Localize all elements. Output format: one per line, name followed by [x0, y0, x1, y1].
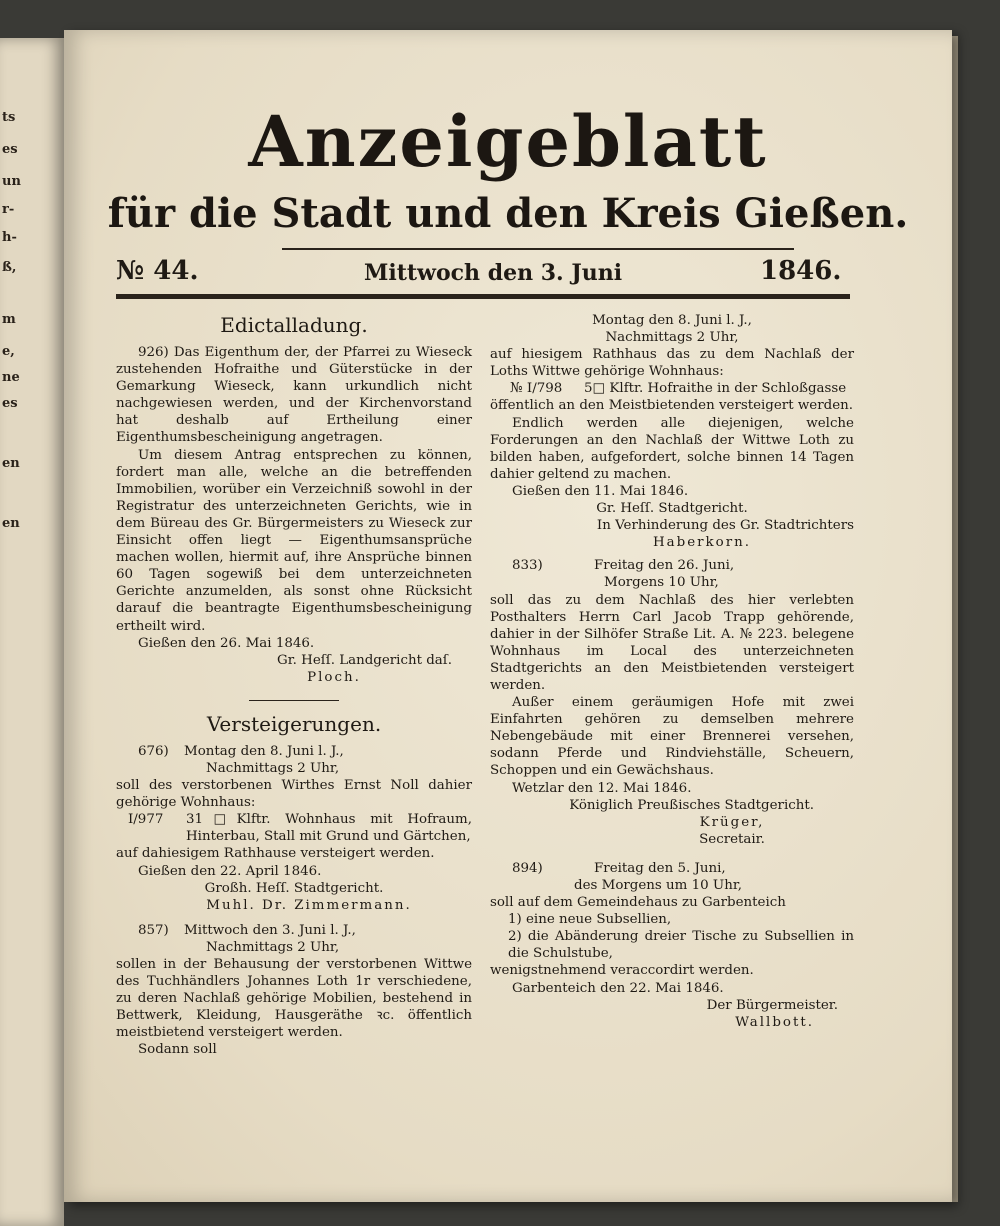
masthead-rule [282, 248, 794, 250]
notice-signature: Haberkorn. [652, 535, 752, 551]
section-separator [249, 700, 339, 701]
notice-text: sollen in der Behausung der verstorbenen Wittwe des Tuchhändlers Johannes Loth 1r verschiedene, zu deren Nachlaß gehörige Mobilien, bestehend in Bettwerk, Kleidung, Hausgeräthe ꝛc. öffentlich meistbietend versteigert werden. [116, 957, 472, 1041]
left-column [116, 312, 472, 1059]
notice-paragraph [116, 344, 472, 447]
notice-header [116, 922, 472, 939]
notice-date: Freitag den 26. Juni, [594, 558, 735, 574]
right-column [490, 312, 854, 1031]
notice-signature: Ploch. [307, 669, 361, 685]
notice-text: öffentlich an den Meistbietenden versteigert werden. [490, 398, 853, 414]
left-text-fragment: es [2, 142, 18, 157]
notice-authority: Großh. Heſſ. Stadtgericht. [204, 880, 384, 896]
section-heading-edictalladung: Edictalladung. [220, 313, 368, 337]
lot-description: 5□ Klftr. Hofraithe in der Schloßgasse [584, 381, 847, 397]
property-lot [490, 380, 854, 397]
left-text-fragment: ne [2, 370, 20, 385]
notice-time: Morgens 10 Uhr, [604, 575, 719, 591]
notice-number: 833) [512, 558, 543, 574]
notice-place-date: Gießen den 22. April 1846. [138, 863, 322, 879]
left-text-fragment: es [2, 396, 18, 411]
notice-date: Montag den 8. Juni l. J., [592, 313, 752, 328]
notice-text: Sodann soll [138, 1042, 217, 1058]
notice-number: 857) [138, 922, 169, 938]
notice-date: Mittwoch den 3. Juni l. J., [184, 922, 356, 938]
notice-signature-title: Secretair. [699, 831, 765, 847]
notice-time: Nachmittags 2 Uhr, [206, 760, 340, 776]
left-text-fragment: h- [2, 230, 17, 245]
notice-paragraph: Um diesem Antrag entsprechen zu können, fordert man alle, welche an die betreffenden Immobilien, worüber ein Verzeichniß sowohl in der Registratur des unterzeichneten Gerichts, wie in dem Büreau des Gr. Bürgermeisters zu Wieseck zur Einsicht offen liegt — Eigenthumsansprüche machen wollen, hiermit auf, ihre Ansprüche binnen 60 Tagen sogewiß bei dem unterzeichneten Gerichte anzumelden, als sonst ohne Rücksicht darauf die beantragte Eigenthumsbescheinigung ertheilt wird. [116, 447, 472, 634]
left-text-fragment: en [2, 456, 20, 471]
notice-place-date: Gießen den 26. Mai 1846. [138, 635, 315, 651]
notice-authority: Gr. Heſſ. Stadtgericht. [596, 501, 748, 517]
notice-text: wenigstnehmend veraccordirt werden. [490, 963, 754, 979]
notice-time: Nachmittags 2 Uhr, [206, 939, 340, 955]
notice-number: 894) [512, 860, 543, 876]
property-lot [116, 811, 472, 845]
notice-place-date: Wetzlar den 12. Mai 1846. [512, 780, 692, 796]
notice-header [116, 743, 472, 760]
left-text-fragment: r- [2, 202, 15, 217]
left-page-fragment [0, 38, 64, 1226]
notice-number: 676) [138, 743, 169, 759]
notice-place-date: Gießen den 11. Mai 1846. [512, 483, 689, 499]
notice-place-date: Garbenteich den 22. Mai 1846. [512, 980, 724, 996]
notice-text: soll das zu dem Nachlaß des hier verlebten Posthalters Herrn Carl Jacob Trapp gehörende, dahier in der Silhöfer Straße Lit. A. № 223. belegene Wohnhaus im Local des unterzeichneten Stadtgerichts an den Meistbietenden versteigert werden. [490, 592, 854, 693]
notice-text: soll des verstorbenen Wirthes Ernst Noll dahier gehörige Wohnhaus: [116, 778, 472, 811]
left-text-fragment: m [2, 312, 16, 327]
list-item: 1) eine neue Subsellien, [508, 912, 672, 928]
left-text-fragment: ts [2, 110, 16, 125]
notice-text: auf hiesigem Rathhaus das zu dem Nachlaß der Loths Wittwe gehörige Wohnhaus: [490, 347, 854, 380]
lot-number: I/977 [128, 812, 164, 828]
masthead-subtitle: für die Stadt und den Kreis Gießen. [107, 190, 909, 237]
notice-text: soll auf dem Gemeindehaus zu Garbenteich [490, 895, 786, 911]
issue-year: 1846. [760, 256, 842, 286]
left-text-fragment: e, [2, 344, 15, 359]
notice-authority: Gr. Heſſ. Landgericht daſ. [277, 652, 452, 668]
notice-date: Freitag den 5. Juni, [594, 860, 726, 876]
issue-number: № 44. [116, 256, 199, 286]
masthead-title: Anzeigeblatt [248, 100, 768, 183]
notice-text: auf dahiesigem Rathhause versteigert werden. [116, 846, 435, 862]
notice-authority: Königlich Preußisches Stadtgericht. [569, 797, 814, 813]
notice-header [490, 860, 854, 877]
notice-header [490, 557, 854, 574]
notice-time: Nachmittags 2 Uhr, [605, 330, 739, 346]
left-text-fragment: en [2, 516, 20, 531]
left-text-fragment: ß, [2, 260, 17, 275]
newspaper-page [64, 30, 952, 1202]
left-text-fragment: un [2, 174, 21, 189]
notice-signature: Muhl. Dr. Zimmermann. [206, 897, 412, 913]
section-heading-versteigerungen: Versteigerungen. [206, 711, 382, 736]
masthead-thick-rule [116, 294, 850, 299]
notice-signature: Krüger, [699, 814, 765, 830]
notice-time: des Morgens um 10 Uhr, [574, 878, 743, 893]
notice-date: Montag den 8. Juni l. J., [184, 743, 344, 759]
list-item: 2) die Abänderung dreier Tische zu Subsellien in die Schulstube, [508, 929, 854, 962]
lot-number: № I/798 [510, 381, 563, 397]
notice-number: 926) [138, 345, 169, 360]
notice-text: Das Eigenthum der, der Pfarrei zu Wieseck zustehenden Hofraithe und Güterstücke in der Gemarkung Wieseck, kann urkundlich nicht nachgewiesen werden, und der Kirchenvorstand hat deshalb auf Ertheilung einer Eigenthumsbescheinigung angetragen. [116, 345, 472, 446]
notice-authority: In Verhinderung des Gr. Stadtrichters [596, 518, 854, 534]
notice-paragraph: Außer einem geräumigen Hofe mit zwei Einfahrten gehören zu demselben mehrere Nebengebäude mit einer Brennerei versehen, sodann Pferde und Rindviehställe, Scheuern, Schoppen und ein Gewächshaus. [490, 695, 854, 779]
lot-description: 31□Klftr. Wohnhaus mit Hofraum, Hinterbau, Stall mit Grund und Gärtchen, [186, 812, 472, 845]
issue-date: Mittwoch den 3. Juni [364, 260, 623, 286]
notice-paragraph: Endlich werden alle diejenigen, welche Forderungen an den Nachlaß der Wittwe Loth zu bilden haben, aufgefordert, solche binnen 14 Tagen dahier geltend zu machen. [490, 415, 854, 482]
notice-authority: Der Bürgermeister. [706, 997, 838, 1013]
notice-signature: Wallbott. [735, 1014, 814, 1030]
